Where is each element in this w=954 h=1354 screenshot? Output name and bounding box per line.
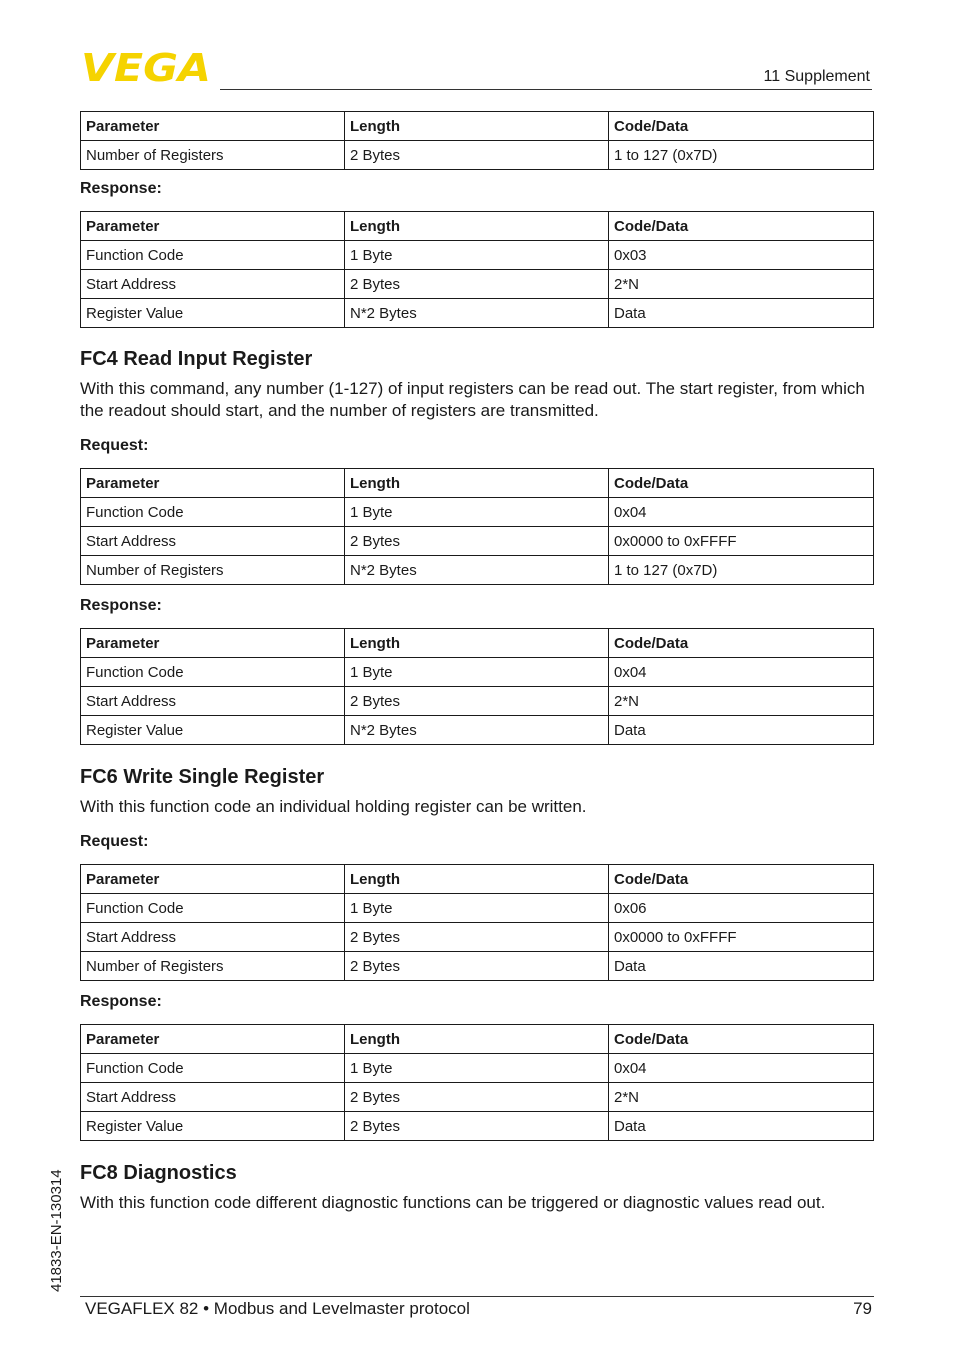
response-label: Response:	[80, 597, 162, 614]
fc6-heading: FC6 Write Single Register	[80, 766, 325, 788]
table-cell: 2 Bytes	[345, 1112, 609, 1141]
column-header: Code/Data	[609, 212, 874, 241]
table-row	[81, 952, 874, 981]
column-header: Length	[345, 212, 609, 241]
table-cell: 2 Bytes	[345, 270, 609, 299]
table-cell: Function Code	[81, 241, 345, 270]
table-header-row	[81, 212, 874, 241]
column-header: Length	[345, 469, 609, 498]
table-row	[81, 923, 874, 952]
table-row	[81, 1054, 874, 1083]
section-label: 11 Supplement	[763, 68, 870, 85]
response-label: Response:	[80, 993, 162, 1010]
table-cell: Function Code	[81, 498, 345, 527]
fc4-heading: FC4 Read Input Register	[80, 348, 313, 370]
table-header-row	[81, 112, 874, 141]
table-cell: Start Address	[81, 923, 345, 952]
table-cell: Register Value	[81, 716, 345, 745]
table-row	[81, 894, 874, 923]
table-cell: 1 Byte	[345, 1054, 609, 1083]
column-header: Code/Data	[609, 629, 874, 658]
column-header: Code/Data	[609, 112, 874, 141]
table-row	[81, 141, 874, 170]
table-cell: N*2 Bytes	[345, 716, 609, 745]
footer-rule	[80, 1296, 874, 1297]
response-table-fc3	[80, 211, 874, 328]
table-row	[81, 658, 874, 687]
request-label: Request:	[80, 833, 149, 850]
table-header-row	[81, 629, 874, 658]
table-cell: 1 Byte	[345, 241, 609, 270]
table-cell: Function Code	[81, 894, 345, 923]
page-number: 79	[853, 1299, 872, 1318]
table-cell: 2*N	[609, 687, 874, 716]
table-cell: Start Address	[81, 687, 345, 716]
table-header-row	[81, 1025, 874, 1054]
table-cell: 0x04	[609, 1054, 874, 1083]
table-cell: Number of Registers	[81, 141, 345, 170]
column-header: Length	[345, 865, 609, 894]
table-cell: 1 to 127 (0x7D)	[609, 556, 874, 585]
table-cell: Number of Registers	[81, 952, 345, 981]
table-cell: 2 Bytes	[345, 1083, 609, 1112]
table-header-row	[81, 469, 874, 498]
table-cell: 1 Byte	[345, 658, 609, 687]
table-cell: Data	[609, 952, 874, 981]
table-row	[81, 1083, 874, 1112]
table-cell: Data	[609, 716, 874, 745]
table-cell: N*2 Bytes	[345, 299, 609, 328]
table-cell: Register Value	[81, 1112, 345, 1141]
table-cell: Function Code	[81, 1054, 345, 1083]
request-label: Request:	[80, 437, 149, 454]
table-cell: 0x0000 to 0xFFFF	[609, 527, 874, 556]
table-cell: 0x04	[609, 498, 874, 527]
svg-text:VEGA: VEGA	[81, 50, 211, 84]
table-cell: Data	[609, 299, 874, 328]
footer-title: VEGAFLEX 82 • Modbus and Levelmaster protocol	[85, 1299, 470, 1318]
request-table-fc3	[80, 111, 874, 170]
column-header: Length	[345, 1025, 609, 1054]
request-table-fc4	[80, 468, 874, 585]
table-cell: Start Address	[81, 527, 345, 556]
column-header: Parameter	[81, 629, 345, 658]
table-cell: 2*N	[609, 270, 874, 299]
table-cell: Start Address	[81, 270, 345, 299]
column-header: Parameter	[81, 112, 345, 141]
fc8-description: With this function code different diagnostic functions can be triggered or diagnostic values read out.	[80, 1193, 826, 1212]
response-table-fc4	[80, 628, 874, 745]
column-header: Code/Data	[609, 865, 874, 894]
table-row	[81, 270, 874, 299]
column-header: Code/Data	[609, 1025, 874, 1054]
document-id: 41833-EN-130314	[48, 1169, 65, 1292]
table-cell: 0x0000 to 0xFFFF	[609, 923, 874, 952]
table-row	[81, 241, 874, 270]
column-header: Length	[345, 112, 609, 141]
table-cell: 2 Bytes	[345, 952, 609, 981]
column-header: Parameter	[81, 469, 345, 498]
column-header: Parameter	[81, 865, 345, 894]
fc4-description: With this command, any number (1-127) of input registers can be read out. The start register, from which the readout should start, and the number of registers are transmitted.	[80, 379, 865, 420]
column-header: Parameter	[81, 212, 345, 241]
table-header-row	[81, 865, 874, 894]
table-cell: 2 Bytes	[345, 923, 609, 952]
table-row	[81, 527, 874, 556]
table-row	[81, 687, 874, 716]
table-cell: 1 Byte	[345, 894, 609, 923]
fc8-heading: FC8 Diagnostics	[80, 1162, 237, 1184]
column-header: Length	[345, 629, 609, 658]
table-cell: 2 Bytes	[345, 687, 609, 716]
vega-logo	[81, 50, 213, 84]
fc6-description: With this function code an individual holding register can be written.	[80, 797, 587, 816]
table-cell: 1 Byte	[345, 498, 609, 527]
table-cell: Data	[609, 1112, 874, 1141]
table-cell: 0x04	[609, 658, 874, 687]
table-cell: Start Address	[81, 1083, 345, 1112]
response-label: Response:	[80, 180, 162, 197]
table-row	[81, 556, 874, 585]
column-header: Code/Data	[609, 469, 874, 498]
table-row	[81, 716, 874, 745]
table-cell: 2*N	[609, 1083, 874, 1112]
table-cell: 1 to 127 (0x7D)	[609, 141, 874, 170]
table-row	[81, 299, 874, 328]
column-header: Parameter	[81, 1025, 345, 1054]
table-cell: 0x06	[609, 894, 874, 923]
table-cell: N*2 Bytes	[345, 556, 609, 585]
request-table-fc6	[80, 864, 874, 981]
table-cell: 2 Bytes	[345, 141, 609, 170]
table-cell: 2 Bytes	[345, 527, 609, 556]
table-row	[81, 498, 874, 527]
response-table-fc6	[80, 1024, 874, 1141]
table-cell: 0x03	[609, 241, 874, 270]
table-cell: Function Code	[81, 658, 345, 687]
table-cell: Number of Registers	[81, 556, 345, 585]
table-cell: Register Value	[81, 299, 345, 328]
table-row	[81, 1112, 874, 1141]
header-rule	[220, 89, 872, 90]
